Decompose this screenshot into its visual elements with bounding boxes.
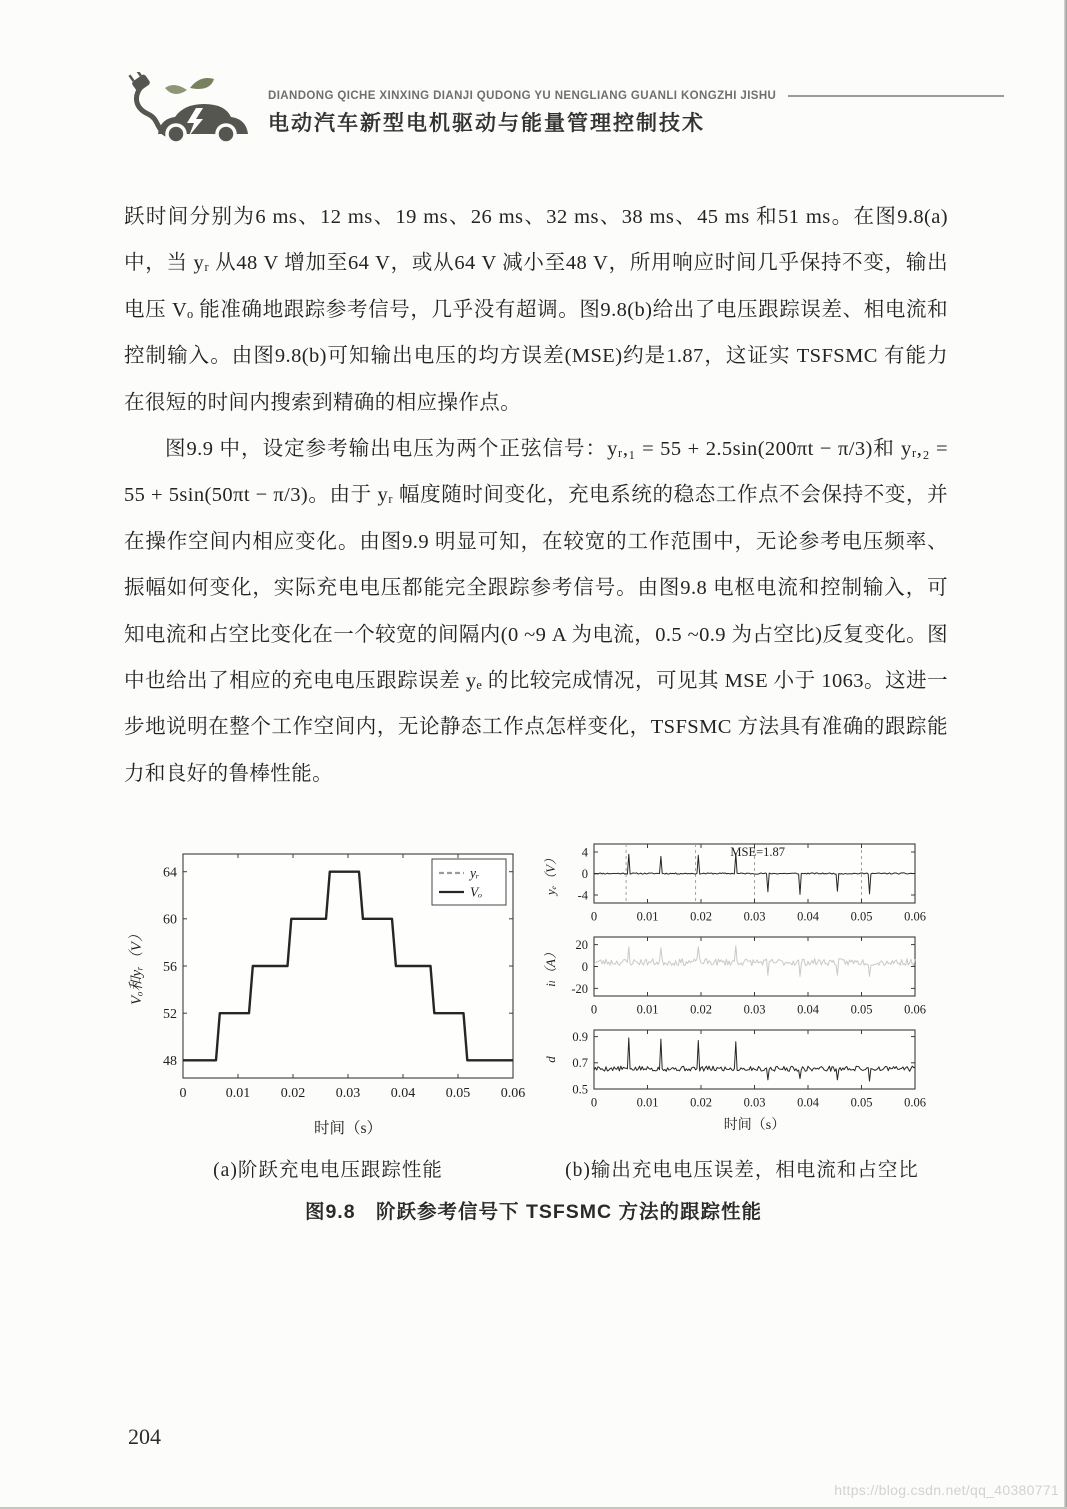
svg-text:0.01: 0.01 (225, 1086, 251, 1101)
svg-text:0.04: 0.04 (797, 909, 819, 924)
svg-text:Vₒ: Vₒ (470, 884, 483, 900)
svg-text:0.02: 0.02 (280, 1086, 306, 1101)
svg-text:0.01: 0.01 (636, 909, 659, 924)
chart-phase-current (542, 929, 932, 1022)
svg-text:48: 48 (163, 1054, 177, 1070)
subcaption-a: (a)阶跃充电电压跟踪性能 (213, 1160, 443, 1181)
svg-text:0.04: 0.04 (797, 1095, 819, 1110)
header-text-block (268, 90, 1004, 137)
svg-text:0.06: 0.06 (500, 1086, 526, 1101)
svg-text:0: 0 (179, 1086, 187, 1101)
chart-duty-cycle (542, 1022, 932, 1136)
book-title: 电动汽车新型电机驱动与能量管理控制技术 (268, 112, 705, 135)
svg-text:-4: -4 (577, 888, 588, 903)
svg-text:0.7: 0.7 (572, 1056, 588, 1071)
svg-text:-20: -20 (571, 981, 588, 996)
svg-text:20: 20 (575, 937, 588, 952)
svg-text:0.02: 0.02 (690, 1002, 712, 1017)
svg-text:52: 52 (163, 1007, 177, 1023)
svg-text:0.03: 0.03 (743, 909, 766, 924)
svg-text:0.04: 0.04 (390, 1086, 416, 1101)
svg-text:0: 0 (590, 1095, 598, 1110)
svg-text:Vₒ和yᵣ（V）: Vₒ和yᵣ（V） (129, 927, 145, 1005)
svg-text:0.05: 0.05 (850, 1095, 873, 1110)
svg-text:0.01: 0.01 (636, 1095, 659, 1110)
chart-voltage-error (542, 836, 932, 929)
svg-text:60: 60 (163, 912, 177, 928)
chart-stack-b (542, 836, 932, 1136)
svg-text:0.02: 0.02 (690, 1095, 712, 1110)
svg-text:iₗ（A）: iₗ（A） (543, 946, 558, 987)
svg-text:56: 56 (163, 959, 177, 975)
svg-text:0.03: 0.03 (743, 1095, 766, 1110)
figure-9-8 (0, 836, 1067, 1246)
svg-text:0.04: 0.04 (797, 1002, 819, 1017)
svg-text:0.05: 0.05 (850, 1002, 873, 1017)
svg-text:0: 0 (581, 866, 588, 881)
svg-text:时间（s）: 时间（s） (313, 1120, 383, 1137)
svg-text:0.05: 0.05 (850, 909, 873, 924)
svg-text:0: 0 (590, 1002, 598, 1017)
paragraph-2: 图9.9 中，设定参考输出电压为两个正弦信号：yᵣ,₁ = 55 + 2.5sin(200πt − π/3)和 yᵣ,₂ = 55 + 5sin(50πt − π/3)。由于 yᵣ 幅度随时间变化，充电系统的稳态工作点不会保持不变，并在操作空间内相应变化。由图9.9 明显可知，在较宽的工作范围中，无论参考电压频率、振幅如何变化，实际充电电压都能完全跟踪参考信号。由图9.8 电枢电流和控制输入，可知电流和占空比变化在一个较宽的间隔内(0 ~9 A 为电流，0.5 ~0.9 为占空比)反复变化。图中也给出了相应的充电电压跟踪误差 yₑ 的比较完成情况，可见其 MSE 小于 1063。这进一步地说明在整个工作空间内，无论静态工作点怎样变化，TSFSMC 方法具有准确的跟踪能力和良好的鲁棒性能。 (124, 438, 948, 785)
svg-text:0.06: 0.06 (904, 909, 926, 924)
subcaption-b: (b)输出充电电压误差，相电流和占空比 (565, 1160, 919, 1181)
svg-text:0.02: 0.02 (690, 909, 712, 924)
svg-text:yᵣ: yᵣ (470, 865, 480, 881)
svg-text:0.06: 0.06 (904, 1095, 926, 1110)
svg-text:0.03: 0.03 (743, 1002, 766, 1017)
svg-text:0.06: 0.06 (904, 1002, 926, 1017)
svg-text:64: 64 (163, 865, 177, 881)
svg-text:0.05: 0.05 (445, 1086, 471, 1101)
svg-text:0: 0 (590, 909, 598, 924)
watermark: https://blog.csdn.net/qq_40380771 (834, 1482, 1059, 1498)
svg-text:0.03: 0.03 (335, 1086, 361, 1101)
svg-text:MSE=1.87: MSE=1.87 (730, 844, 786, 859)
svg-text:0: 0 (581, 959, 588, 974)
svg-text:d: d (543, 1056, 558, 1063)
figure-caption: 图9.8 阶跃参考信号下 TSFSMC 方法的跟踪性能 (304, 1201, 763, 1223)
header-pinyin: DIANDONG QICHE XINXING DIANJI QUDONG YU NENGLIANG GUANLI KONGZHI JISHU (268, 90, 777, 102)
svg-text:4: 4 (581, 845, 588, 860)
header-rule (788, 95, 1004, 97)
paragraph-1: 跃时间分别为6 ms、12 ms、19 ms、26 ms、32 ms、38 ms、45 ms 和51 ms。在图9.8(a)中，当 yᵣ 从48 V 增加至64 V，或从64 V 减小至48 V，所用响应时间几乎保持不变，输出电压 Vₒ 能准确地跟踪参考信号，几乎没有超调。图9.8(b)给出了电压跟踪误差、相电流和控制输入。由图9.8(b)可知输出电压的均方误差(MSE)约是1.87，这证实 TSFSMC 有能力在很短的时间内搜索到精确的相应操作点。 (124, 206, 948, 414)
svg-text:时间（s）: 时间（s） (723, 1118, 786, 1133)
page-body-text (124, 194, 948, 846)
page-header (0, 0, 1067, 180)
svg-text:0.01: 0.01 (636, 1002, 659, 1017)
svg-text:yₑ（V）: yₑ（V） (543, 851, 558, 896)
svg-text:0.9: 0.9 (572, 1029, 588, 1044)
chart-step-voltage-tracking (128, 840, 528, 1140)
svg-text:0.5: 0.5 (572, 1082, 588, 1097)
page-number: 204 (128, 1424, 161, 1449)
ev-car-plug-leaf-logo-icon (126, 72, 264, 158)
